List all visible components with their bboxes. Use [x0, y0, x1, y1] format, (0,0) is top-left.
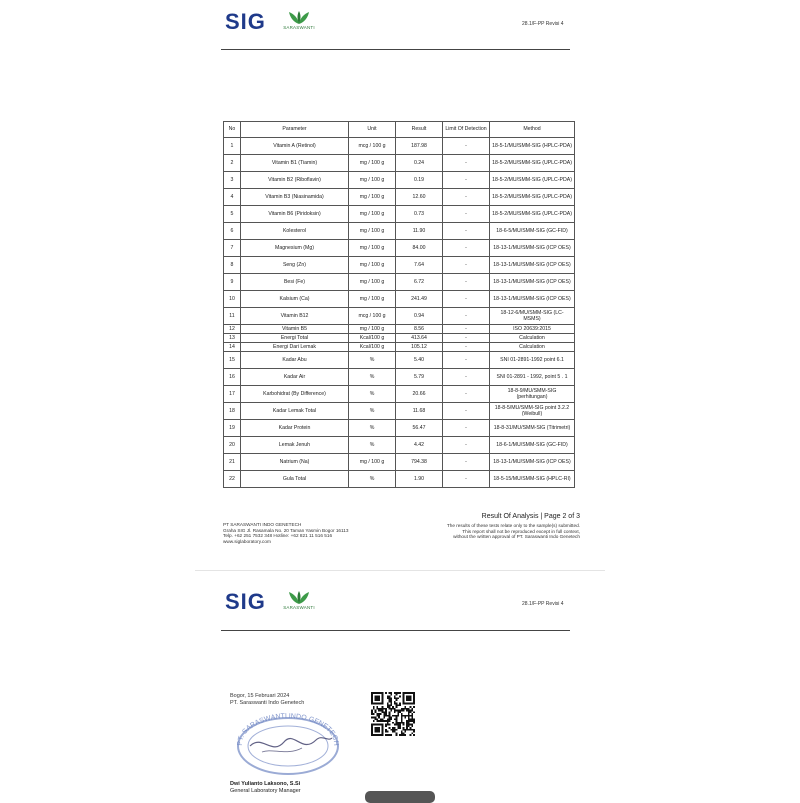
table-row — [224, 172, 575, 189]
table-row — [224, 189, 575, 206]
cell-no: 1 — [224, 138, 241, 155]
cell-result: 8.56 — [396, 325, 443, 334]
cell-result: 20.66 — [396, 386, 443, 403]
cell-lod: - — [443, 138, 490, 155]
cell-no: 3 — [224, 172, 241, 189]
cell-lod: - — [443, 223, 490, 240]
col-header-result: Result — [396, 122, 443, 138]
table-row — [224, 240, 575, 257]
cell-unit: mcg / 100 g — [349, 138, 396, 155]
signer-name: Dwi Yulianto Laksono, S.Si — [230, 781, 301, 787]
cell-result: 794.38 — [396, 454, 443, 471]
table-header-row — [224, 122, 575, 138]
cell-no: 22 — [224, 471, 241, 488]
cell-result: 105.12 — [396, 343, 443, 352]
cell-result: 5.79 — [396, 369, 443, 386]
cell-parameter: Energi Dari Lemak — [241, 343, 349, 352]
cell-lod: - — [443, 274, 490, 291]
cell-result: 7.64 — [396, 257, 443, 274]
cell-no: 13 — [224, 334, 241, 343]
cell-lod: - — [443, 257, 490, 274]
table-row — [224, 155, 575, 172]
table-row — [224, 334, 575, 343]
sig-logo — [225, 589, 266, 615]
cell-lod: - — [443, 420, 490, 437]
company-phone: Telp. +62 251 7532 348 Hotline: +62 821 11 516 516 — [223, 533, 333, 539]
place-date: Bogor, 15 Februari 2024 — [230, 693, 290, 699]
cell-unit: mg / 100 g — [349, 206, 396, 223]
cell-unit: mg / 100 g — [349, 240, 396, 257]
cell-no: 9 — [224, 274, 241, 291]
cell-lod: - — [443, 172, 490, 189]
table-row — [224, 291, 575, 308]
cell-result: 12.60 — [396, 189, 443, 206]
cell-parameter: Magnesium (Mg) — [241, 240, 349, 257]
company-website: www.siglaboratory.com — [223, 538, 271, 544]
cell-result: 84.00 — [396, 240, 443, 257]
cell-method: 18-5-2/MU/SMM-SIG (UPLC-PDA) — [490, 172, 575, 189]
cell-unit: % — [349, 386, 396, 403]
cell-result: 0.94 — [396, 308, 443, 325]
disclaimer — [380, 523, 580, 540]
cell-unit: % — [349, 437, 396, 454]
cell-method: 18-5-15/MU/SMM-SIG (HPLC-RI) — [490, 471, 575, 488]
cell-no: 18 — [224, 403, 241, 420]
cell-method: Calculation — [490, 343, 575, 352]
table-row — [224, 420, 575, 437]
cell-unit: mg / 100 g — [349, 325, 396, 334]
cell-parameter: Vitamin B3 (Niasinamida) — [241, 189, 349, 206]
cell-result: 4.42 — [396, 437, 443, 454]
bottom-scroll-handle[interactable] — [365, 791, 435, 803]
cell-parameter: Kalsium (Ca) — [241, 291, 349, 308]
col-header-method: Method — [490, 122, 575, 138]
cell-lod: - — [443, 240, 490, 257]
leaf-icon — [286, 11, 312, 25]
table-row — [224, 386, 575, 403]
cell-unit: % — [349, 420, 396, 437]
table-row — [224, 471, 575, 488]
cell-method: 18-8-31/MU/SMM-SIG (Titrimetri) — [490, 420, 575, 437]
table-row — [224, 138, 575, 155]
cell-no: 6 — [224, 223, 241, 240]
cell-unit: Kcal/100 g — [349, 343, 396, 352]
col-header-no: No — [224, 122, 241, 138]
cell-result: 5.40 — [396, 352, 443, 369]
cell-parameter: Vitamin B6 (Piridoksin) — [241, 206, 349, 223]
cell-no: 5 — [224, 206, 241, 223]
cell-method: 18-13-1/MU/SMM-SIG (ICP OES) — [490, 240, 575, 257]
cell-method: Calculation — [490, 334, 575, 343]
cell-lod: - — [443, 437, 490, 454]
results-body — [224, 138, 575, 488]
cell-lod: - — [443, 352, 490, 369]
cell-unit: mg / 100 g — [349, 291, 396, 308]
cell-lod: - — [443, 308, 490, 325]
cell-lod: - — [443, 325, 490, 334]
cell-lod: - — [443, 189, 490, 206]
cell-parameter: Seng (Zn) — [241, 257, 349, 274]
disclaimer-line: The results of these tests relate only to the sample(s) submitted. — [446, 523, 580, 528]
cell-parameter: Kadar Abu — [241, 352, 349, 369]
cell-parameter: Kadar Air — [241, 369, 349, 386]
cell-unit: mg / 100 g — [349, 274, 396, 291]
sig-logo-text: SIG — [225, 9, 266, 34]
cell-result: 241.49 — [396, 291, 443, 308]
signer-block — [230, 781, 301, 795]
cell-method: 18-13-1/MU/SMM-SIG (ICP OES) — [490, 454, 575, 471]
cell-lod: - — [443, 206, 490, 223]
cell-unit: mg / 100 g — [349, 155, 396, 172]
signer-title: General Laboratory Manager — [230, 788, 301, 794]
cell-method: 18-5-2/MU/SMM-SIG (UPLC-PDA) — [490, 155, 575, 172]
cell-method: ISO 20639:2015 — [490, 325, 575, 334]
cell-parameter: Lemak Jenuh — [241, 437, 349, 454]
cell-method: 18-5-2/MU/SMM-SIG (UPLC-PDA) — [490, 189, 575, 206]
cell-result: 413.64 — [396, 334, 443, 343]
saraswanti-caption: SARASWANTI — [283, 605, 315, 610]
sig-logo — [225, 9, 266, 35]
cell-parameter: Kolesterol — [241, 223, 349, 240]
cell-parameter: Natrium (Na) — [241, 454, 349, 471]
cell-unit: Kcal/100 g — [349, 334, 396, 343]
form-code: 28.1/F-PP Revisi 4 — [522, 601, 564, 607]
form-code: 28.1/F-PP Revisi 4 — [522, 21, 564, 27]
cell-unit: % — [349, 471, 396, 488]
table-row — [224, 369, 575, 386]
table-row — [224, 454, 575, 471]
stamp-text: PT. SARASWANTI INDO GENETECH — [236, 712, 340, 746]
cell-lod: - — [443, 386, 490, 403]
cell-unit: % — [349, 403, 396, 420]
cell-unit: mcg / 100 g — [349, 308, 396, 325]
company-address-line: Graha SIG Jl. Rasamala No. 20 Taman Yasmin Bogor 16113 — [223, 527, 349, 533]
cell-no: 4 — [224, 189, 241, 206]
cell-unit: mg / 100 g — [349, 257, 396, 274]
cell-parameter: Vitamin B5 — [241, 325, 349, 334]
signature-block — [230, 693, 304, 707]
cell-lod: - — [443, 343, 490, 352]
cell-method: 18-13-1/MU/SMM-SIG (ICP OES) — [490, 257, 575, 274]
cell-parameter: Besi (Fe) — [241, 274, 349, 291]
report-page-3 — [0, 580, 800, 800]
cell-unit: mg / 100 g — [349, 189, 396, 206]
svg-text:PT. SARASWANTI INDO GENETECH — [237, 713, 339, 746]
saraswanti-logo — [279, 11, 319, 30]
cell-method: 18-13-1/MU/SMM-SIG (ICP OES) — [490, 274, 575, 291]
cell-unit: mg / 100 g — [349, 223, 396, 240]
sig-logo-text: SIG — [225, 589, 266, 614]
table-row — [224, 352, 575, 369]
cell-method: 18-6-1/MU/SMM-SIG (GC-FID) — [490, 437, 575, 454]
cell-result: 6.72 — [396, 274, 443, 291]
cell-unit: mg / 100 g — [349, 172, 396, 189]
cell-no: 11 — [224, 308, 241, 325]
cell-method: SNI 01-2891 - 1992, point 5 . 1 — [490, 369, 575, 386]
cell-no: 14 — [224, 343, 241, 352]
cell-result: 11.68 — [396, 403, 443, 420]
cell-result: 0.24 — [396, 155, 443, 172]
saraswanti-logo — [279, 591, 319, 610]
company-name: PT SARASWANTI INDO GENETECH — [223, 522, 302, 527]
cell-lod: - — [443, 155, 490, 172]
cell-no: 12 — [224, 325, 241, 334]
cell-method: 18-12-6/MU/SMM-SIG (LC-MSMS) — [490, 308, 575, 325]
cell-unit: % — [349, 369, 396, 386]
cell-parameter: Energi Total — [241, 334, 349, 343]
cell-parameter: Vitamin B12 — [241, 308, 349, 325]
cell-parameter: Kadar Protein — [241, 420, 349, 437]
cell-method: 18-5-2/MU/SMM-SIG (UPLC-PDA) — [490, 206, 575, 223]
table-row — [224, 223, 575, 240]
cell-unit: mg / 100 g — [349, 454, 396, 471]
cell-no: 10 — [224, 291, 241, 308]
table-row — [224, 325, 575, 334]
cell-result: 1.90 — [396, 471, 443, 488]
company-stamp — [232, 712, 344, 776]
cell-parameter: Vitamin B1 (Tiamin) — [241, 155, 349, 172]
page-separator — [195, 570, 605, 571]
col-header-unit: Unit — [349, 122, 396, 138]
result-of-analysis-label: Result Of Analysis | Page 2 of 3 — [481, 513, 580, 520]
cell-no: 19 — [224, 420, 241, 437]
cell-method: 18-8-5/MU/SMM-SIG point 3.2.2 (Weibull) — [490, 403, 575, 420]
cell-no: 20 — [224, 437, 241, 454]
company-address — [223, 522, 393, 544]
saraswanti-caption: SARASWANTI — [283, 25, 315, 30]
cell-no: 21 — [224, 454, 241, 471]
cell-parameter: Gula Total — [241, 471, 349, 488]
cell-lod: - — [443, 334, 490, 343]
cell-lod: - — [443, 471, 490, 488]
cell-lod: - — [443, 403, 490, 420]
qr-code — [371, 692, 415, 736]
cell-method: SNI 01-2891-1992 point 6.1 — [490, 352, 575, 369]
cell-result: 0.19 — [396, 172, 443, 189]
cell-parameter: Vitamin A (Retinol) — [241, 138, 349, 155]
cell-result: 11.90 — [396, 223, 443, 240]
cell-no: 2 — [224, 155, 241, 172]
cell-result: 56.47 — [396, 420, 443, 437]
disclaimer-line: without the written approval of PT. Saraswanti Indo Genetech — [453, 534, 580, 540]
cell-method: 18-6-5/MU/SMM-SIG (GC-FID) — [490, 223, 575, 240]
cell-parameter: Karbohidrat (By Difference) — [241, 386, 349, 403]
col-header-parameter: Parameter — [241, 122, 349, 138]
cell-result: 0.73 — [396, 206, 443, 223]
table-row — [224, 308, 575, 325]
cell-lod: - — [443, 454, 490, 471]
table-row — [224, 437, 575, 454]
table-row — [224, 274, 575, 291]
leaf-icon — [286, 591, 312, 605]
cell-parameter: Kadar Lemak Total — [241, 403, 349, 420]
signature-company: PT. Saraswanti Indo Genetech — [230, 700, 305, 706]
disclaimer-line: This report shall not be reproduced except in full context, — [462, 528, 580, 534]
cell-no: 17 — [224, 386, 241, 403]
cell-result: 187.98 — [396, 138, 443, 155]
header-rule — [221, 49, 570, 50]
cell-method: 18-5-1/MU/SMM-SIG (HPLC-PDA) — [490, 138, 575, 155]
cell-no: 8 — [224, 257, 241, 274]
table-row — [224, 403, 575, 420]
table-row — [224, 343, 575, 352]
cell-no: 16 — [224, 369, 241, 386]
cell-unit: % — [349, 352, 396, 369]
col-header-lod: Limit Of Detection — [443, 122, 490, 138]
table-row — [224, 206, 575, 223]
cell-lod: - — [443, 291, 490, 308]
table-row — [224, 257, 575, 274]
cell-method: 18-13-1/MU/SMM-SIG (ICP OES) — [490, 291, 575, 308]
cell-no: 15 — [224, 352, 241, 369]
results-table — [223, 121, 575, 488]
cell-lod: - — [443, 369, 490, 386]
header-rule — [221, 630, 570, 631]
cell-parameter: Vitamin B2 (Riboflavin) — [241, 172, 349, 189]
cell-no: 7 — [224, 240, 241, 257]
cell-method: 18-8-9/MU/SMM-SIG (perhitungan) — [490, 386, 575, 403]
